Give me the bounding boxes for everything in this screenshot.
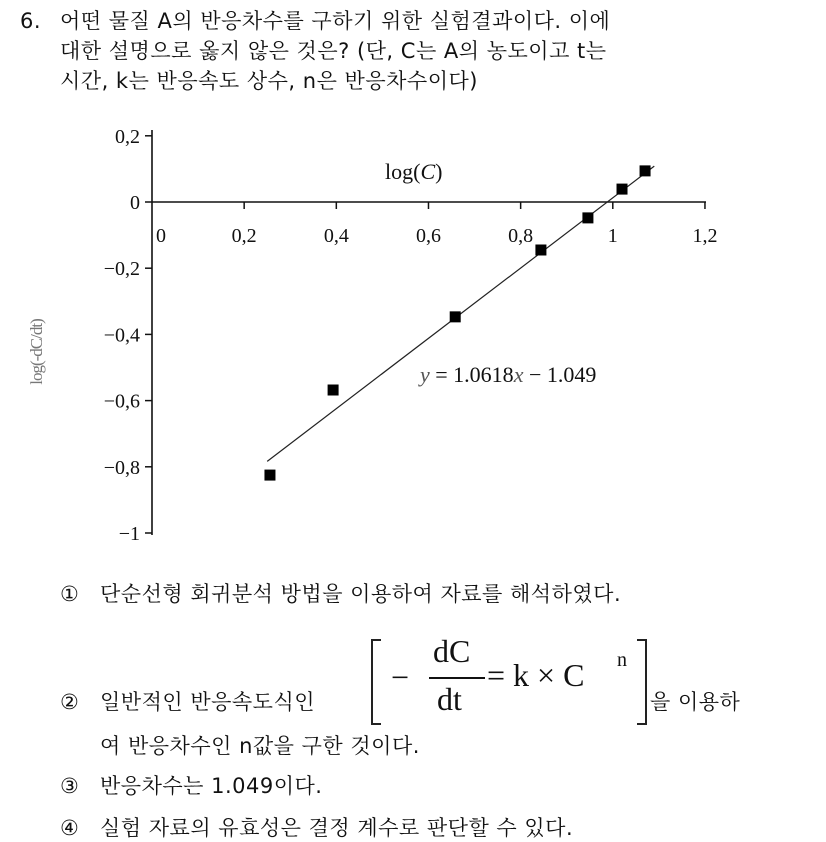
right-bracket	[637, 639, 647, 725]
y-tick-label: 0	[130, 192, 140, 214]
fraction-denominator: dt	[437, 681, 462, 717]
question-line-2: 대한 설명으로 옳지 않은 것은? (단, C는 A의 농도이고 t는	[60, 39, 607, 63]
y-axis-ticks	[104, 126, 152, 545]
question-line-3: 시간, k는 반응속도 상수, n은 반응차수이다)	[60, 69, 478, 93]
y-tick-label: −0,2	[103, 258, 140, 281]
trendline-equation: y = 1.0618x − 1.049	[420, 362, 597, 387]
choice-4[interactable]	[60, 812, 573, 842]
minus-sign: −	[391, 659, 410, 695]
choice-3-marker: ③	[60, 774, 80, 798]
choice-2-text-after: 을 이용하	[650, 690, 741, 714]
equals-k-times-c: = k × C	[487, 657, 585, 693]
choice-1-text: 단순선형 회귀분석 방법을 이용하여 자료를 해석하였다.	[100, 582, 622, 606]
x-tick-label: 1	[607, 225, 618, 247]
y-axis-title	[27, 319, 46, 385]
x-tick-label: 0,4	[323, 225, 349, 247]
x-axis-title: log(C)	[385, 159, 443, 184]
choice-3[interactable]	[60, 770, 322, 800]
left-bracket	[371, 639, 381, 725]
regression-chart	[0, 110, 826, 570]
x-tick-label: 0,6	[415, 225, 441, 247]
choice-2-after	[650, 686, 740, 716]
data-point-square	[264, 470, 275, 481]
question-number: 6.	[20, 9, 42, 33]
choice-4-text: 실험 자료의 유효성은 결정 계수로 판단할 수 있다.	[100, 816, 574, 840]
choice-1-marker: ①	[60, 582, 80, 606]
x-tick-label: 0	[156, 225, 166, 247]
data-point-square	[617, 184, 628, 195]
choice-2-continued	[60, 730, 420, 760]
question-stem	[20, 6, 810, 96]
fraction-numerator: dC	[433, 633, 471, 669]
exponent-n: n	[617, 649, 627, 671]
y-tick-label: 0,2	[115, 125, 140, 148]
y-tick-label: −0,8	[103, 456, 140, 479]
choice-2-text-before: 일반적인 반응속도식인	[100, 690, 316, 714]
data-point-square	[582, 212, 593, 223]
svg-text:log(-dC/dt): log(-dC/dt)	[27, 319, 46, 385]
data-point-square	[328, 385, 339, 396]
fraction-bar	[429, 677, 485, 679]
choice-1[interactable]	[60, 578, 621, 608]
choice-3-text: 반응차수는 1.049이다.	[100, 774, 323, 798]
x-axis-ticks	[156, 202, 717, 247]
data-point-square	[450, 311, 461, 322]
y-tick-label: −0,4	[103, 324, 140, 347]
y-tick-label: −0,6	[103, 390, 140, 413]
y-tick-label: −1	[118, 523, 140, 545]
trendline	[267, 166, 654, 461]
choice-2[interactable]	[60, 686, 315, 716]
choice-2-marker: ②	[60, 690, 80, 714]
x-tick-label: 0,8	[508, 225, 534, 247]
question-line-1: 6. 어떤 물질 A의 반응차수를 구하기 위한 실험결과이다. 이에	[20, 6, 810, 36]
choice-4-marker: ④	[60, 816, 80, 840]
data-points	[264, 165, 650, 480]
data-point-square	[535, 244, 546, 255]
x-tick-label: 0,2	[231, 225, 257, 247]
data-point-square	[640, 165, 651, 176]
rate-equation	[371, 633, 647, 725]
choice-2-text-continued: 여 반응차수인 n값을 구한 것이다.	[100, 734, 420, 758]
x-tick-label: 1,2	[692, 225, 718, 247]
chart-canvas	[0, 110, 826, 570]
